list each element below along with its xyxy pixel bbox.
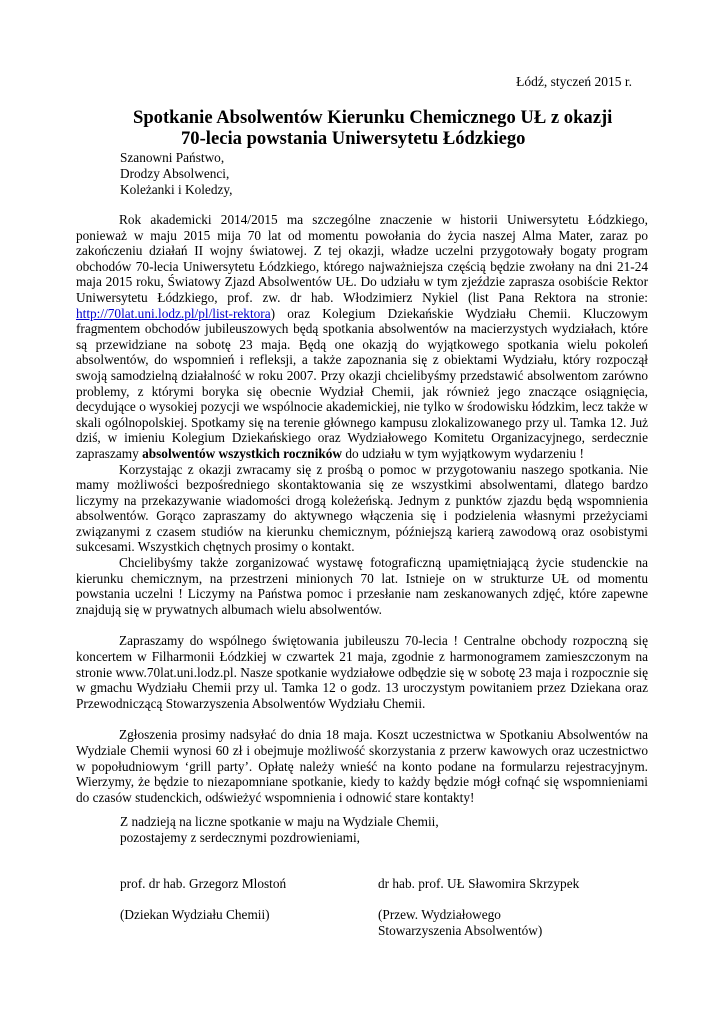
- signature-role: (Dziekan Wydziału Chemii): [120, 907, 270, 922]
- salutation-line: Szanowni Państwo,: [120, 150, 225, 165]
- paragraph-5: Zgłoszenia prosimy nadsyłać do dnia 18 maja. Koszt uczestnictwa w Spotkaniu Absolwentów na Wydziale Chemii wynosi 60 zł i obejmuje możliwość skorzystania z przerw kawowych oraz uczestnictwo w popołudniowym ‘grill party’. Opłatę należy wnieść na konto podane na formularzu rejestracyjnym. Wierzymy, że będzie to niezapomniane spotkanie, kiedy to każdy będzie mógł cofnąć się wspomnieniami do czasów studenckich, odświeżyć wspomnienia i odnowić stare kontakty!: [76, 727, 648, 805]
- paragraph-3: Chcielibyśmy także zorganizować wystawę fotograficzną upamiętniającą życie studenckie na kierunku chemicznym, na przestrzeni minionych 70 lat. Istnieje on w strukturze UŁ od momentu powstania uczelni ! Liczymy na Państwa pomoc i przesłanie nam zeskanowanych zdjęć, które zapewne znajdują się w prywatnych albumach wielu absolwentów.: [76, 555, 648, 617]
- signature-name: prof. dr hab. Grzegorz Mlostoń: [120, 876, 287, 891]
- emphasis-text: absolwentów wszystkich roczników: [142, 445, 343, 461]
- letter-date: Łódź, styczeń 2015 r.: [516, 74, 632, 89]
- title-line-1: Spotkanie Absolwentów Kierunku Chemicznego UŁ z okazji: [133, 107, 613, 128]
- signature-name: dr hab. prof. UŁ Sławomira Skrzypek: [378, 876, 580, 891]
- paragraph-4: Zapraszamy do wspólnego świętowania jubileuszu 70-lecia ! Centralne obchody rozpoczną się koncertem w Filharmonii Łódzkiej w czwartek 21 maja, zgodnie z harmonogramem zamieszczonym na stronie www.70lat.uni.lodz.pl. Nasze spotkanie wydziałowe odbędzie się w sobotę 23 maja i rozpocznie się w gmachu Wydziału Chemii przy ul. Tamka 12 o godz. 13 uroczystym powitaniem przez Dziekana oraz Przewodniczącą Stowarzyszenia Absolwentów Wydziału Chemii.: [76, 633, 648, 711]
- title-line-2: 70-lecia powstania Uniwersytetu Łódzkiego: [181, 128, 526, 149]
- paragraph-2: Korzystając z okazji zwracamy się z prośbą o pomoc w przygotowaniu naszego spotkania. Nie mamy możliwości bezpośredniego skontaktowania się ze wszystkimi absolwentami, dlatego bardzo liczymy na przekazywanie wiadomości drogą koleżeńską. Jednym z punktów zjazdu będą wspomnienia absolwentów. Gorąco zapraszamy do aktywnego włączenia się i podzielenia własnymi przeżyciami związanymi z czasem studiów na kierunku chemicznym, późniejszą karierą zawodową oraz osobistymi sukcesami. Wszystkich chętnych prosimy o kontakt.: [76, 461, 648, 555]
- letter-body: [76, 212, 648, 805]
- signature-dean: [120, 876, 286, 923]
- paragraph-text: Rok akademicki 2014/2015 ma szczególne znaczenie w historii Uniwersytetu Łódzkiego, ponieważ w maju 2015 mija 70 lat od momentu powołania do życia naszej Alma Mater, zaraz po zakończeniu działań II wojny światowej. Z tej okazji, władze uczelni przygotowały bogaty program obchodów 70-lecia Uniwersytetu Łódzkiego, którego najważniejsza częścią będzie zwołany na dni 21-24 maja 2015 roku, Światowy Zjazd Absolwentów UŁ. Do udziału w tym zjeździe zaprasza osobiście Rektor Uniwersytetu Łódzkiego, prof. zw. dr hab. Włodzimierz Nykiel (list Pana Rektora na stronie:: [76, 212, 648, 305]
- closing-line: pozostajemy z serdecznymi pozdrowieniami,: [120, 830, 360, 845]
- salutation-line: Drodzy Absolwenci,: [120, 166, 230, 181]
- rector-letter-link[interactable]: http://70lat.uni.lodz.pl/pl/list-rektora: [76, 305, 271, 321]
- paragraph-text: ) oraz Kolegium Dziekańskie Wydziału Chemii. Kluczowym fragmentem obchodów jubileuszowych będą spotkania absolwentów na macierzystych wydziałach, które są przewidziane na sobotę 23 maja. Będą one okazją do wyjątkowego spotkania wielu pokoleń absolwentów, do wspomnień i refleksji, a także zapoznania się z obiektami Wydziału, który rozpoczął swoją samodzielną działalność w roku 2007. Przy okazji chcielibyśmy przedstawić absolwentom zarówno problemy, z którymi boryka się obecnie Wydział Chemii, jak również jego znaczące osiągnięcia, decydujące o wysokiej pozycji we wspólnocie akademickiej, nie tylko w środowisku łódzkim, lecz także w skali ogólnopolskiej. Spotkamy się na terenie głównego kampusu zlokalizowanego przy ul. Tamka 12. Już dziś, w imieniu Kolegium Dziekańskiego oraz Wydziałowego Komitetu Organizacyjnego, serdecznie zapraszamy: [76, 305, 648, 461]
- paragraph-1: [76, 212, 648, 462]
- signature-association-chair: [378, 876, 579, 939]
- paragraph-text: do udziału w tym wyjątkowym wydarzeniu !: [342, 445, 584, 461]
- letter-title: [119, 107, 659, 149]
- signature-role: Stowarzyszenia Absolwentów): [378, 923, 543, 938]
- salutation: [120, 150, 233, 198]
- closing: [120, 814, 439, 846]
- closing-line: Z nadzieją na liczne spotkanie w maju na Wydziale Chemii,: [120, 814, 439, 829]
- salutation-line: Koleżanki i Koledzy,: [120, 182, 233, 197]
- signature-role: (Przew. Wydziałowego: [378, 907, 501, 922]
